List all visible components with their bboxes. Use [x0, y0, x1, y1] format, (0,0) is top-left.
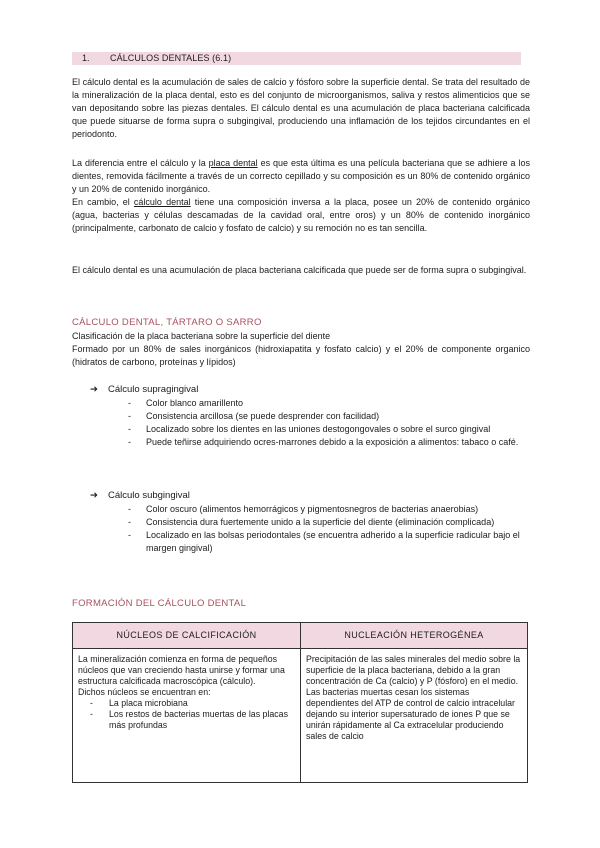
supragingival-list: [128, 397, 528, 449]
intro-paragraph-4: El cálculo dental es una acumulación de placa bacteriana calcificada que puede ser de forma supra o subgingival.: [72, 265, 527, 275]
list-item: - Color blanco amarillento: [128, 398, 244, 408]
arrow-icon: ➔: [90, 490, 98, 501]
section-heading: [72, 52, 521, 65]
list-item: - Localizado sobre los dientes en las uniones destogongovales o sobre el surco gingival: [128, 424, 491, 434]
table-cell-nucleacion: Precipitación de las sales minerales del medio sobre la superficie de la placa bacteriana, debido a la gran concentración de Ca (calcio) y P (fósforo) en el medio. Las bacterias muertas cesan los sistemas dependientes del ATP de control de calcio intracelular dejando su interior supersaturado de iones P que se unirán rápidamente al Ca extracelular produciendo sales de calcio: [301, 649, 528, 783]
heading-number: 1.: [82, 53, 90, 63]
subgingival-heading: ➔ Cálculo subgingival: [90, 490, 190, 501]
nucleos-list: [78, 698, 295, 731]
intro-paragraph-1: El cálculo dental es la acumulación de sales de calcio y fósforo sobre la superficie dental. Se trata del resultado de la mineralización de la placa dental, esto es del conjunto de microorganismos, saliva y restos alimenticios que se van depositando sobre las piezas dentales. El cálculo dental es una acumulación de placa bacteriana calcificada que puede situarse de forma supra o subgingival, produciendo una inflamación de los tejidos circundantes en el periodonto.: [72, 77, 530, 139]
list-item: - La placa microbiana: [90, 698, 188, 708]
intro-paragraph-2: La diferencia entre el cálculo y la placa dental es que esta última es una película bacteriana que se adhiere a los dientes, removida fácilmente a través de un correcto cepillado y su composición es un 80% de contenido orgánico y un 20% de contenido inorgánico. En cambio, el cálculo dental tiene una composición inversa a la placa, posee un 20% de contenido orgánico (agua, bacterias y células descamadas de la cavidad oral, entre oros) y un 80% de contenido inorgánico (principalmente, carbonato de calcio y fosfato de calcio) y su remoción no es tan sencilla.: [72, 158, 530, 233]
table-header-nucleos: NÚCLEOS DE CALCIFICACIÓN: [73, 623, 301, 649]
section-title-calculo: CÁLCULO DENTAL, TÁRTARO O SARRO: [72, 317, 262, 328]
calcification-table: [72, 622, 528, 783]
section-title-formacion: FORMACIÓN DEL CÁLCULO DENTAL: [72, 598, 247, 609]
subgingival-list: [128, 503, 528, 555]
list-item: - Consistencia arcillosa (se puede desprender con facilidad): [128, 411, 380, 421]
list-item: - Los restos de bacterias muertas de las placas más profundas: [90, 709, 288, 730]
calculo-dental-link: cálculo dental: [133, 197, 191, 207]
heading-title: CÁLCULOS DENTALES (6.1): [110, 53, 232, 63]
list-item: - Color oscuro (alimentos hemorrágicos y pigmentosnegros de bacterias anaerobias): [128, 504, 479, 514]
list-item: - Puede teñirse adquiriendo ocres-marrones debido a la exposición a alimentos: tabaco o café.: [128, 437, 519, 447]
table-cell-nucleos: La mineralización comienza en forma de pequeños núcleos que van creciendo hasta unirse y formar una estructura calcificada macroscópica (cálculo). Dichos núcleos se encuentran en: - La placa microbiana - Los restos de bacterias muertas de las placas más profundas: [73, 649, 301, 783]
arrow-icon: ➔: [90, 384, 98, 395]
placa-dental-link: placa dental: [208, 158, 258, 168]
list-item: - Localizado en las bolsas periodontales (se encuentra adherido a la superficie radicular bajo el margen gingival): [128, 530, 520, 553]
section-1-body: Clasificación de la placa bacteriana sobre la superficie del diente Formado por un 80% de sales inorgánicos (hidroxiapatita y fosfato calcio) y el 20% de componente organico (hidratos de carbono, proteínas y lípidos): [72, 331, 530, 367]
supragingival-heading: ➔ Cálculo supragingival: [90, 384, 199, 395]
table-header-nucleacion: NUCLEACIÓN HETEROGÉNEA: [301, 623, 528, 649]
list-item: - Consistencia dura fuertemente unido a la superficie del diente (eliminación complicada): [128, 517, 495, 527]
